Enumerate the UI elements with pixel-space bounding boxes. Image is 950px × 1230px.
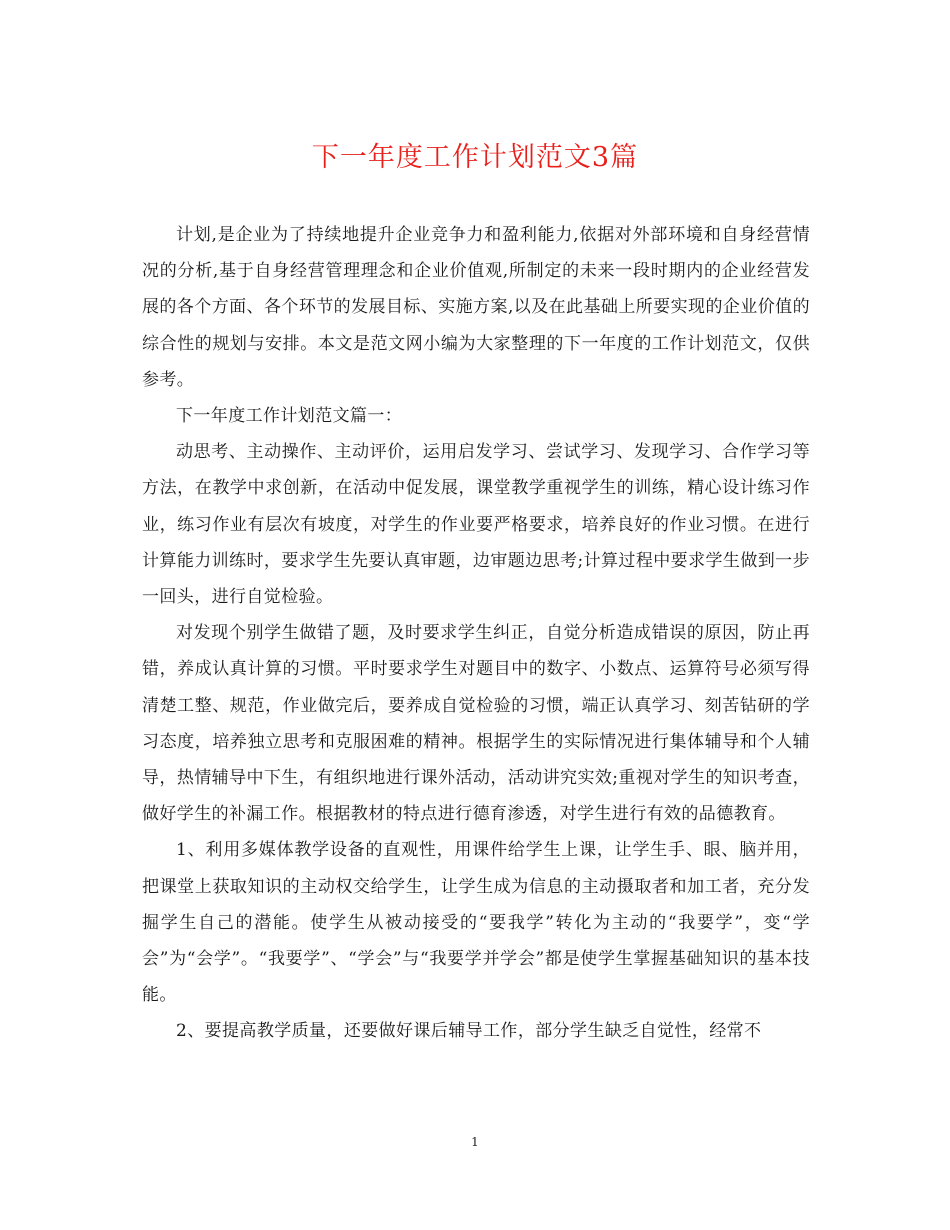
paragraph-teaching-methods: 动思考、主动操作、主动评价，运用启发学习、尝试学习、发现学习、合作学习等方法，在教学中求创新，在活动中促发展，课堂教学重视学生的训练，精心设计练习作业，练习作业有层次有坡度，对学生的作业要严格要求，培养良好的作业习惯。在进行计算能力训练时，要求学生先要认真审题，边审题边思考;计算过程中要求学生做到一步一回头，进行自觉检验。 [142,442,810,608]
document-title: 下一年度工作计划范文3篇 [311,142,639,173]
paragraph-item-1: 1、利用多媒体教学设备的直观性，用课件给学生上课，让学生手、眼、脑并用，把课堂上获取知识的主动权交给学生，让学生成为信息的主动摄取者和加工者，充分发掘学生自己的潜能。使学生从被动接受的“要我学”转化为主动的“我要学”，变“学会”为“会学”。“我要学”、“学会”与“我要学并学会”都是使学生掌握基础知识的基本技能。 [142,840,810,1006]
page-number: 1 [471,1135,479,1149]
paragraph-item-2: 2、要提高教学质量，还要做好课后辅导工作，部分学生缺乏自觉性，经常不 [176,1021,762,1042]
paragraph-error-correction: 对发现个别学生做错了题，及时要求学生纠正，自觉分析造成错误的原因，防止再错，养成认真计算的习惯。平时要求学生对题目中的数字、小数点、运算符号必须写得清楚工整、规范，作业做完后，要养成自觉检验的习惯，端正认真学习、刻苦钻研的学习态度，培养独立思考和克服困难的精神。根据学生的实际情况进行集体辅导和个人辅导，热情辅导中下生，有组织地进行课外活动，活动讲究实效;重视对学生的知识考查，做好学生的补漏工作。根据教材的特点进行德育渗透，对学生进行有效的品德教育。 [142,623,810,825]
paragraph-intro: 计划,是企业为了持续地提升企业竞争力和盈利能力,依据对外部环境和自身经营情况的分析,基于自身经营管理理念和企业价值观,所制定的未来一段时期内的企业经营发展的各个方面、各个环节的发展目标、实施方案,以及在此基础上所要实现的企业价值的综合性的规划与安排。本文是范文网小编为大家整理的下一年度的工作计划范文，仅供参考。 [142,225,810,390]
paragraph-section-heading: 下一年度工作计划范文篇一： [176,406,403,427]
document-body [142,217,810,1050]
